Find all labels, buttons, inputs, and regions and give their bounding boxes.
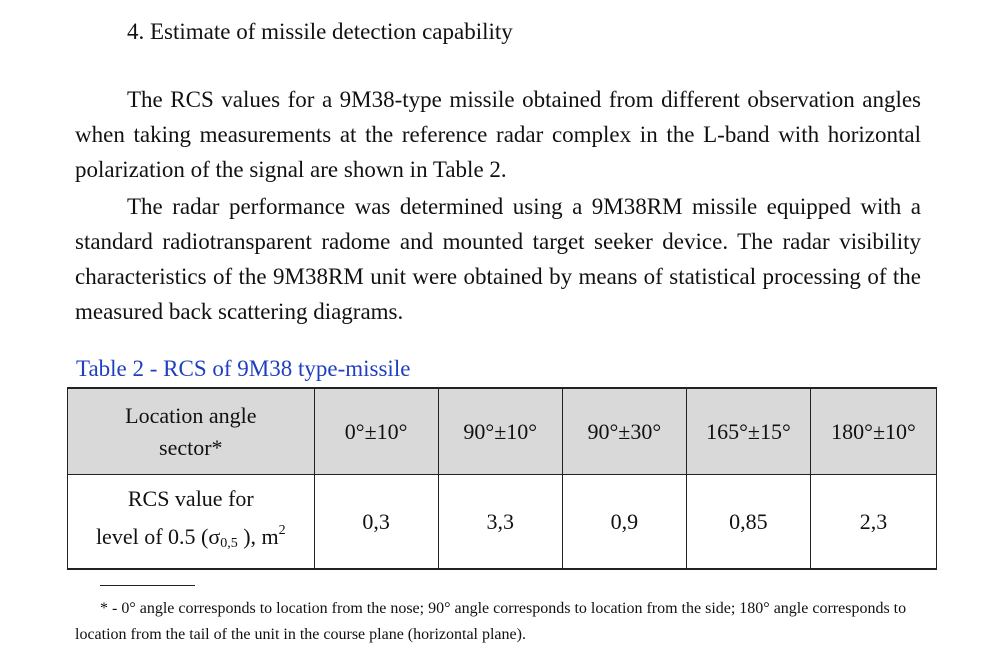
cell-rcs-5: 2,3: [810, 475, 936, 570]
section-heading: 4. Estimate of missile detection capability: [127, 19, 513, 44]
rcs-table: [67, 387, 937, 570]
row-label-superscript: 2: [278, 523, 286, 538]
table-caption: Table 2 - RCS of 9M38 type-missile: [76, 356, 411, 381]
cell-rcs-2: 3,3: [438, 475, 562, 570]
cell-rcs-3: 0,9: [562, 475, 686, 570]
footnote-separator: [100, 585, 195, 586]
header-label-line2: sector*: [159, 434, 223, 460]
row-label-line2-prefix: level of 0.5 (σ: [95, 524, 221, 549]
cell-rcs-4: 0,85: [686, 475, 810, 570]
row-label-subscript: 0,5: [220, 536, 238, 551]
header-sector-1: 0°±10°: [314, 388, 438, 475]
row-label-line2-suffix: ), m: [237, 524, 279, 549]
header-label-line1: Location angle: [125, 402, 257, 428]
cell-rcs-1: 0,3: [314, 475, 438, 570]
header-sector-4: 165°±15°: [686, 388, 810, 475]
header-sector-2: 90°±10°: [438, 388, 562, 475]
footnote: * - 0° angle corresponds to location from the nose; 90° angle corresponds to location from the side; 180° angle corresponds to location from the tail of the unit in the course plane (horizontal plane).: [75, 600, 907, 643]
paragraph-rcs-values: The RCS values for a 9M38-type missile obtained from different observation angles when taking measurements at the reference radar complex in the L-band with horizontal polarization of the signal are shown in Table 2.: [75, 87, 921, 182]
header-location-angle-sector: [68, 388, 315, 475]
table-row-rcs-values: [68, 475, 937, 570]
header-sector-3: 90°±30°: [562, 388, 686, 475]
header-sector-5: 180°±10°: [810, 388, 936, 475]
table-header-row: [68, 388, 937, 475]
row-label-line1: RCS value for: [127, 486, 254, 511]
paragraph-radar-performance: The radar performance was determined using a 9M38RM missile equipped with a standard radiotransparent radome and mounted target seeker device. The radar visibility characteristics of the 9M38RM unit were obtained by means of statistical processing of the measured back scattering diagrams.: [75, 194, 921, 324]
row-label-rcs-value: [68, 475, 315, 570]
